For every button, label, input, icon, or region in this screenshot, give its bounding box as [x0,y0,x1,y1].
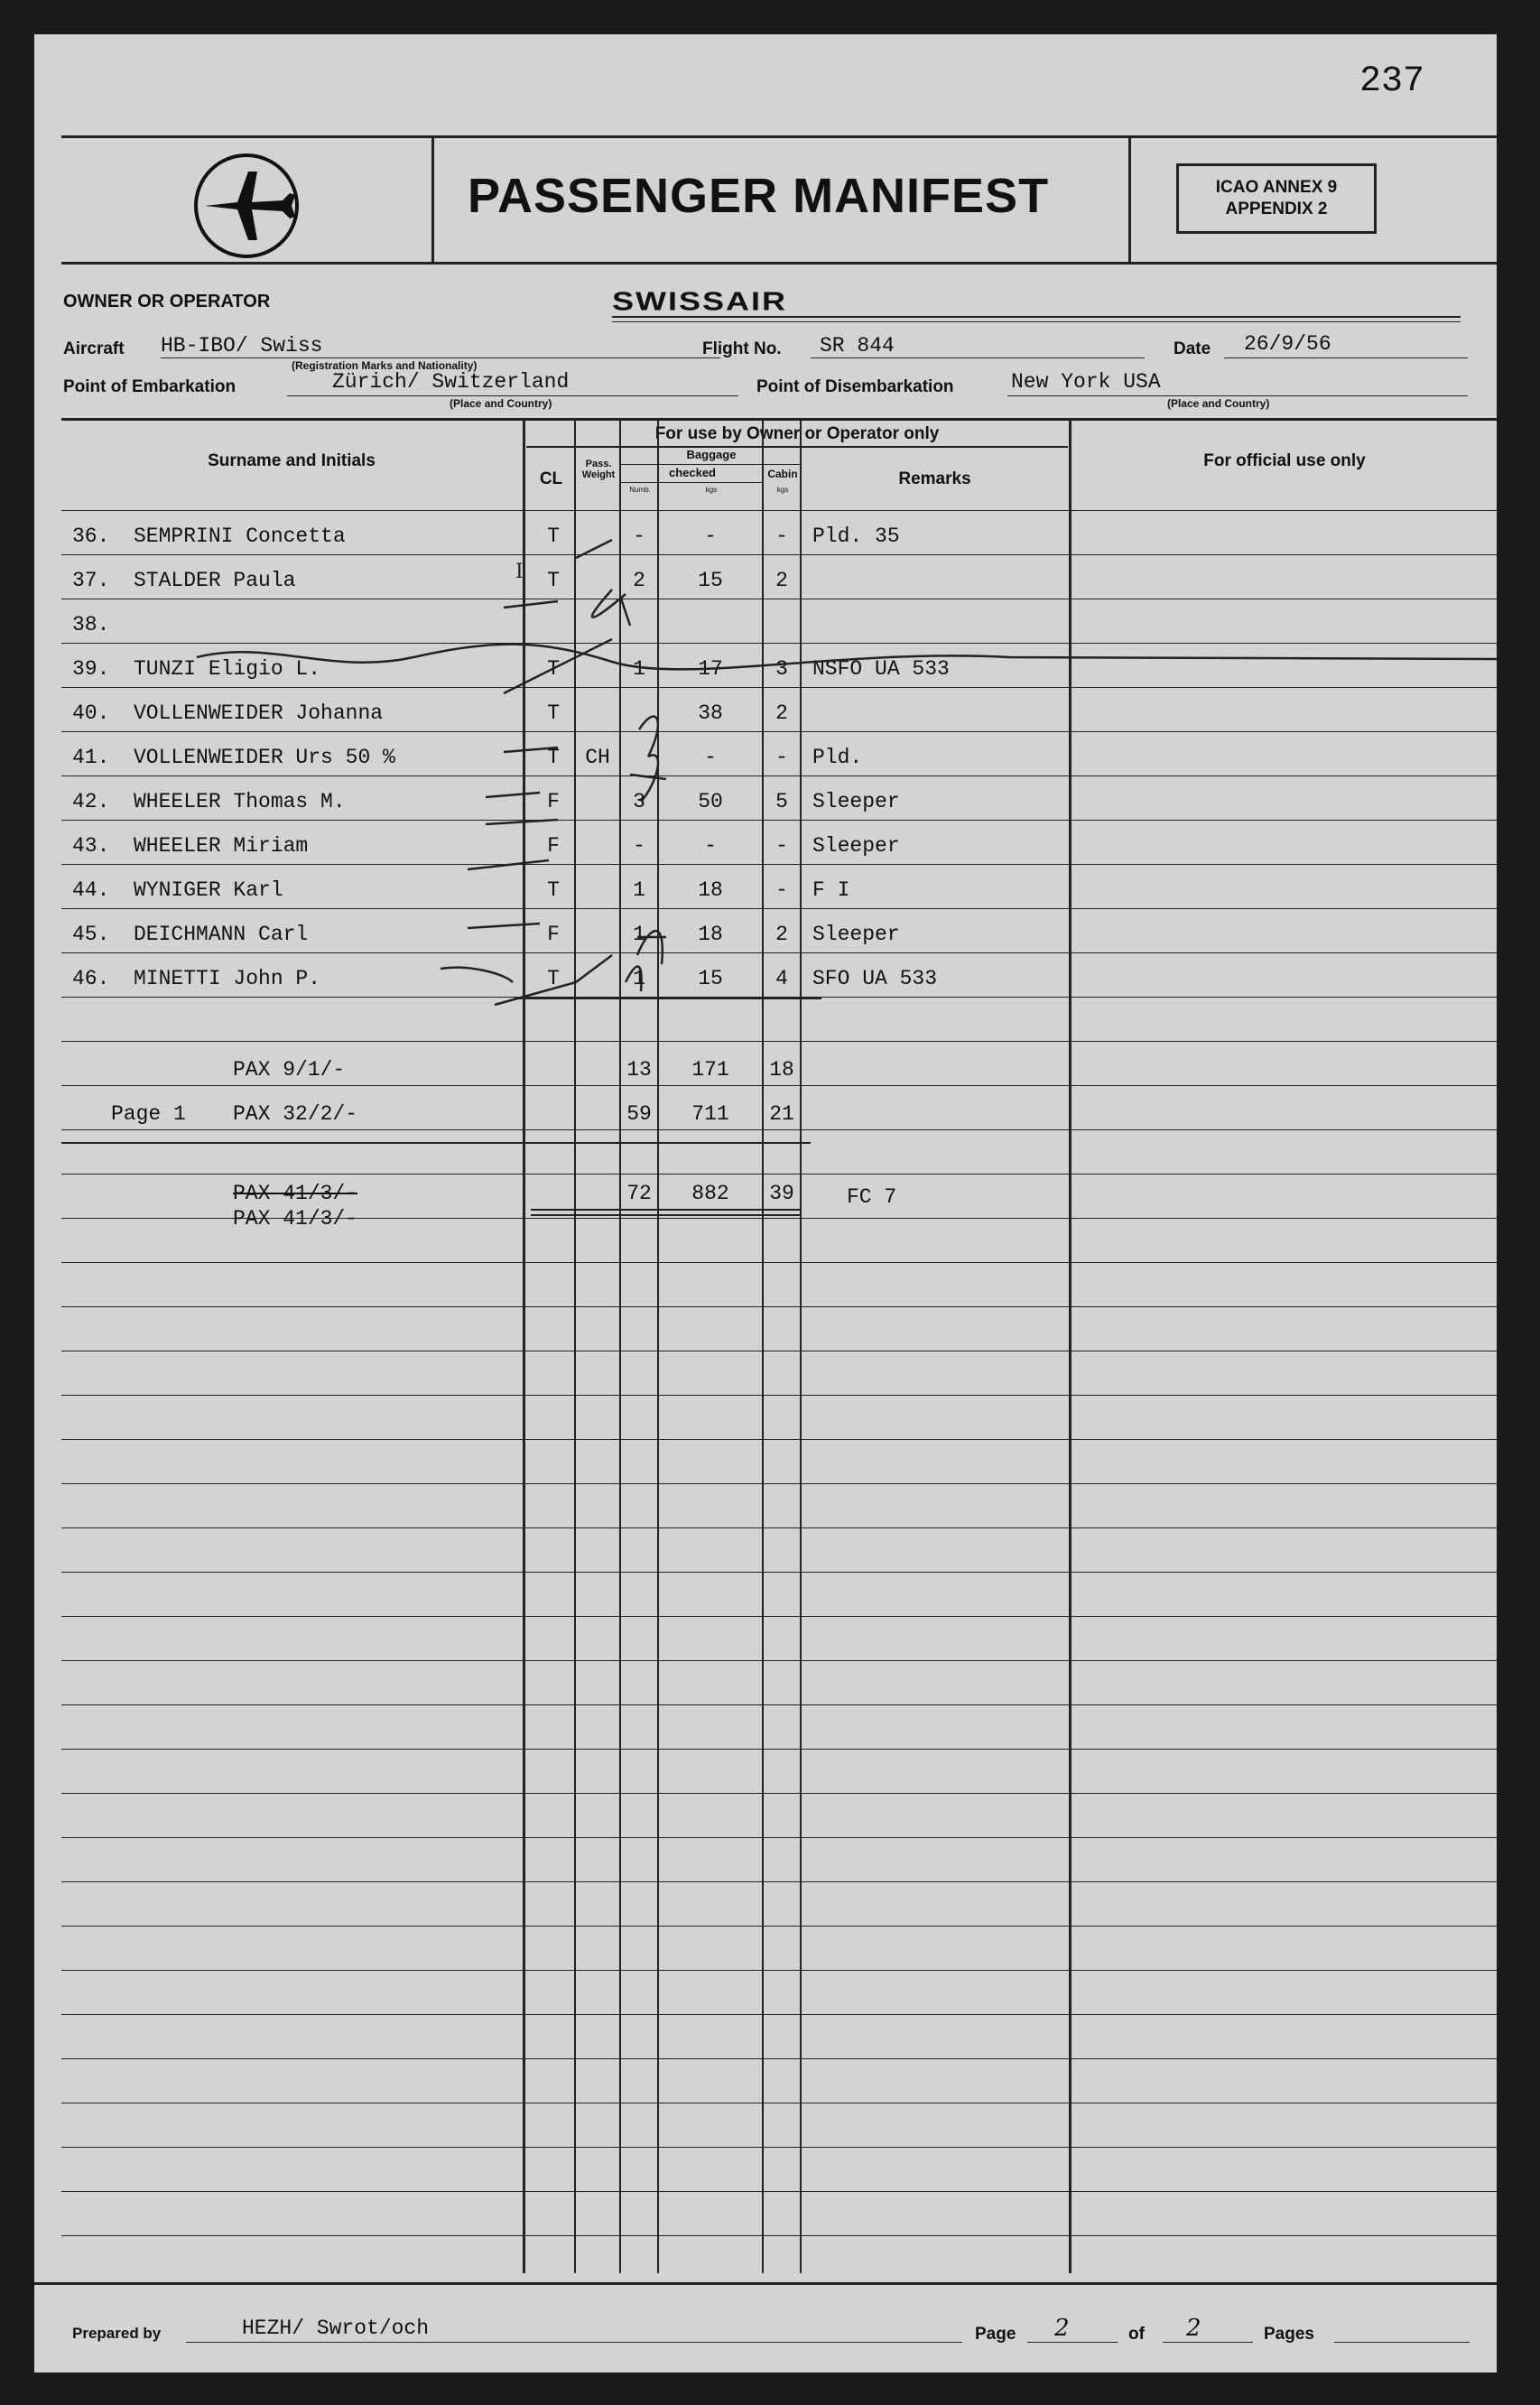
pages-label: Pages [1264,2325,1314,2344]
bag-kgs-cell: - [704,834,717,858]
row-number: 39. [72,657,110,681]
row-number: 41. [72,746,110,769]
cabin-kgs-cell: 2 [775,569,788,592]
total-remark: FC 7 [847,1185,897,1209]
of-label: of [1128,2325,1145,2344]
total-pax: PAX 9/1/- [233,1058,346,1082]
passenger-name: VOLLENWEIDER Johanna [134,701,384,725]
class-cell: F [547,834,560,858]
icao-line2: APPENDIX 2 [1225,200,1328,218]
page-label: Page [975,2325,1016,2344]
passenger-name: MINETTI John P. [134,967,321,990]
row-number: 40. [72,701,110,725]
crossed-out-total: PAX 41/3/- [233,1182,358,1205]
class-cell: F [547,923,560,946]
manifest-sheet [34,34,1497,2372]
row-number: 37. [72,569,110,592]
total-pax: PAX 32/2/- [233,1102,358,1126]
bag-numb-cell: 3 [633,790,645,813]
flight-value: SR 844 [820,334,895,358]
bag-kgs-cell: - [704,746,717,769]
total-numb: 59 [626,1102,652,1126]
row-number: 44. [72,878,110,902]
class-cell: T [547,657,560,681]
col-surname: Surname and Initials [208,451,376,470]
col-checked: checked [668,466,717,479]
bag-kgs-cell: - [704,525,717,548]
embarkation-sublabel: (Place and Country) [450,397,552,410]
of-value: 2 [1186,2315,1201,2342]
col-cl: CL [539,469,563,488]
remark-cell: F I [812,878,850,902]
total-cabin: 18 [769,1058,794,1082]
cabin-kgs-cell: 3 [775,657,788,681]
col-numb: Numb. [629,486,651,494]
remark-cell: Pld. 35 [812,525,900,548]
passenger-name: WYNIGER Karl [134,878,283,902]
handwritten-marks [34,34,1497,2372]
row-number: 46. [72,967,110,990]
bag-numb-cell: 1 [633,878,645,902]
page-title: PASSENGER MANIFEST [468,169,1050,223]
final-pax-total: PAX 41/3/- [233,1207,358,1230]
total-kgs: 882 [691,1182,729,1205]
class-cell: T [547,701,560,725]
flight-label: Flight No. [702,339,782,358]
aircraft-label: Aircraft [63,339,125,358]
cabin-kgs-cell: - [775,834,788,858]
bag-kgs-cell: 15 [698,967,723,990]
col-official: For official use only [1203,451,1366,470]
row-number: 43. [72,834,110,858]
bag-kgs-cell: 18 [698,878,723,902]
col-baggage: Baggage [686,448,737,461]
class-cell: T [547,878,560,902]
cabin-kgs-cell: 5 [775,790,788,813]
prepared-label: Prepared by [72,2325,162,2342]
cabin-kgs-cell: - [775,746,788,769]
class-cell: T [547,569,560,592]
owner-label: OWNER OR OPERATOR [63,292,271,311]
total-left-label: Page 1 [111,1102,186,1126]
bag-kgs-cell: 38 [698,701,723,725]
bag-numb-cell: 1 [633,967,645,990]
bag-kgs-cell: 17 [698,657,723,681]
row-number: 42. [72,790,110,813]
total-kgs: 711 [691,1102,729,1126]
weight-cell: CH [585,746,610,769]
operator-name: SWISSAIR [612,286,788,316]
col-kgs-cabin: kgs [776,486,789,494]
passenger-name: STALDER Paula [134,569,296,592]
class-cell: T [547,525,560,548]
prepared-value: HEZH/ Swrot/och [242,2317,430,2340]
bag-numb-cell: 1 [633,657,645,681]
icao-line1: ICAO ANNEX 9 [1215,178,1338,197]
remark-cell: Sleeper [812,834,900,858]
cabin-kgs-cell: - [775,525,788,548]
bag-kgs-cell: 50 [698,790,723,813]
col-cabin: Cabin [767,468,798,480]
col-pass-weight: Pass. Weight [581,459,616,480]
page-value: 2 [1054,2315,1070,2342]
bag-kgs-cell: 15 [698,569,723,592]
aircraft-sublabel: (Registration Marks and Nationality) [292,359,478,372]
remark-cell: Sleeper [812,790,900,813]
passenger-name: WHEELER Thomas M. [134,790,346,813]
cabin-kgs-cell: 2 [775,701,788,725]
cabin-kgs-cell: 4 [775,967,788,990]
total-cabin: 21 [769,1102,794,1126]
total-numb: 13 [626,1058,652,1082]
page-number: 237 [1359,61,1425,102]
total-kgs: 171 [691,1058,729,1082]
disembarkation-sublabel: (Place and Country) [1167,397,1270,410]
embarkation-value: Zürich/ Switzerland [332,370,570,394]
total-cabin: 39 [769,1182,794,1205]
bag-numb-cell: - [633,834,645,858]
col-kgs: kgs [705,486,718,494]
class-cell: T [547,746,560,769]
remark-cell: NSFO UA 533 [812,657,950,681]
total-numb: 72 [626,1182,652,1205]
passenger-name: TUNZI Eligio L. [134,657,321,681]
bag-numb-cell: 2 [633,569,645,592]
passenger-name: VOLLENWEIDER Urs 50 % [134,746,395,769]
passenger-name: SEMPRINI Concetta [134,525,346,548]
remark-cell: Sleeper [812,923,900,946]
bag-kgs-cell: 18 [698,923,723,946]
class-cell: T [547,967,560,990]
row-number: 36. [72,525,110,548]
disembarkation-value: New York USA [1011,370,1161,394]
passenger-name: DEICHMANN Carl [134,923,309,946]
cabin-kgs-cell: 2 [775,923,788,946]
row-number: 45. [72,923,110,946]
bag-numb-cell: 1 [633,923,645,946]
row-number: 38. [72,613,110,636]
disembarkation-label: Point of Disembarkation [756,377,954,396]
aircraft-value: HB-IBO/ Swiss [161,334,323,358]
embarkation-label: Point of Embarkation [63,377,237,396]
class-cell: F [547,790,560,813]
cabin-kgs-cell: - [775,878,788,902]
remark-cell: Pld. [812,746,863,769]
remark-cell: SFO UA 533 [812,967,938,990]
svg-text:I: I [515,561,524,583]
bag-numb-cell: - [633,525,645,548]
col-owner-use: For use by Owner or Operator only [654,424,940,443]
col-remarks: Remarks [898,469,971,488]
date-label: Date [1174,339,1211,358]
date-value: 26/9/56 [1244,332,1331,356]
passenger-name: WHEELER Miriam [134,834,309,858]
